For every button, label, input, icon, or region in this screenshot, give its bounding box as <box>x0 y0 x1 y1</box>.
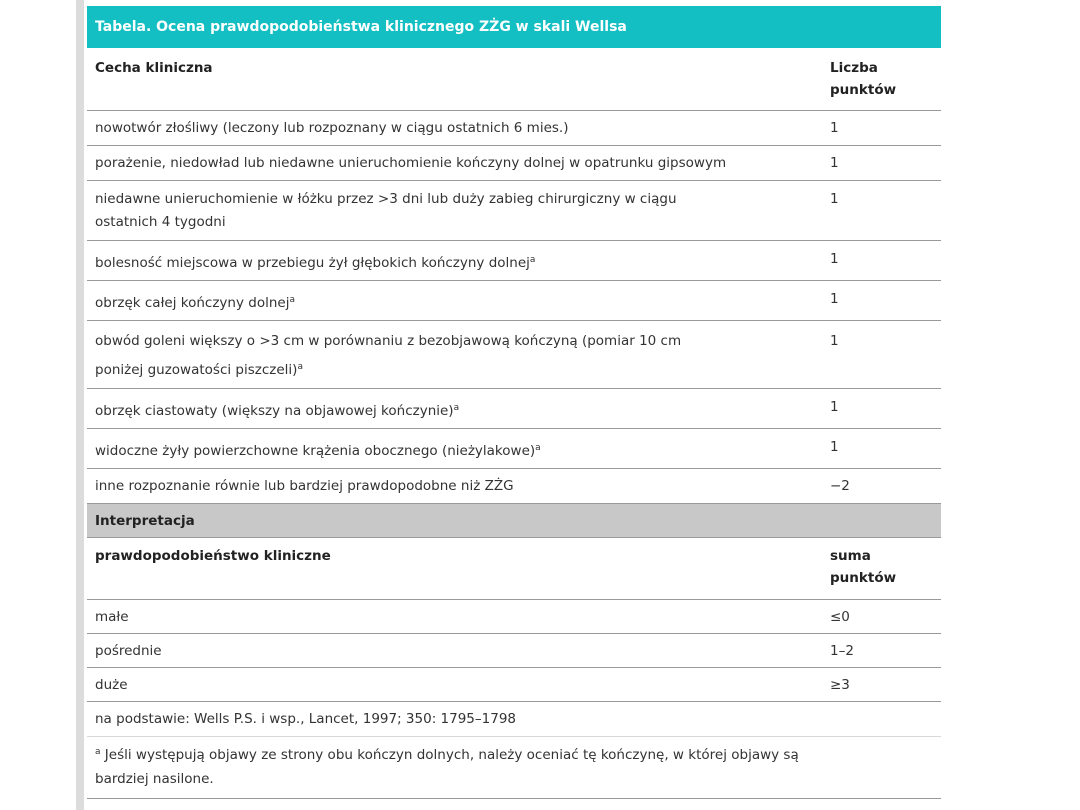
interpretation-label: małe <box>95 609 129 625</box>
row-text-line2-wrap <box>95 356 822 385</box>
interpretation-label: duże <box>95 677 128 693</box>
row-text-line2: poniżej guzowatości piszczeli) <box>95 362 298 378</box>
row-points: 1 <box>830 155 839 171</box>
row-points: 1 <box>830 333 839 349</box>
footnote-marker: a <box>529 255 536 265</box>
table-header-row <box>87 48 941 111</box>
row-text <box>87 429 822 468</box>
interpretation-col2-line2: punktów <box>830 570 897 586</box>
row-text-content: bolesność miejscowa w przebiegu żył głębokich kończyny dolnej <box>95 255 530 271</box>
table-row <box>87 281 941 321</box>
interpretation-col1: prawdopodobieństwo kliniczne <box>95 548 331 564</box>
footnote <box>87 737 941 799</box>
footnote-line2: bardziej nasilone. <box>95 771 214 787</box>
row-points: 1 <box>830 120 839 136</box>
footnote-marker: a <box>453 403 460 413</box>
wells-score-table <box>87 6 941 799</box>
row-text-line2: ostatnich 4 tygodni <box>95 214 226 230</box>
interpretation-row <box>87 634 941 668</box>
footnote-marker: a <box>289 295 295 305</box>
row-points: 1 <box>830 251 839 267</box>
interpretation-col2-line1: suma <box>830 548 871 564</box>
table-row <box>87 469 941 504</box>
row-text: inne rozpoznanie równie lub bardziej prawdopodobne niż ZŻG <box>95 478 514 494</box>
interpretation-value: ≥3 <box>830 677 850 693</box>
footnote-marker: a <box>95 747 101 757</box>
header-points-line1: Liczba <box>830 60 878 76</box>
source-note: na podstawie: Wells P.S. i wsp., Lancet, 1997; 350: 1795–1798 <box>87 702 941 737</box>
row-text <box>87 241 822 280</box>
interpretation-heading: Interpretacja <box>87 504 941 538</box>
footnote-marker: a <box>297 362 303 372</box>
interpretation-value: 1–2 <box>830 643 854 659</box>
row-text <box>87 389 822 428</box>
row-text-content: widoczne żyły powierzchowne krążenia obocznego (nieżylakowe) <box>95 443 536 459</box>
left-margin-bar <box>76 0 84 810</box>
row-text: nowotwór złośliwy (leczony lub rozpoznany w ciągu ostatnich 6 mies.) <box>95 120 569 136</box>
header-points-line2: punktów <box>830 82 897 98</box>
footnote-line1: Jeśli występują objawy ze strony obu kończyn dolnych, należy oceniać tę kończynę, w której objawy są <box>100 747 799 763</box>
table-title: Tabela. Ocena prawdopodobieństwa klinicznego ZŻG w skali Wellsa <box>87 6 941 48</box>
interpretation-row <box>87 668 941 702</box>
table-row <box>87 429 941 469</box>
row-points: 1 <box>830 399 839 415</box>
table-row <box>87 146 941 181</box>
interpretation-col2 <box>822 538 941 599</box>
row-text <box>87 321 822 388</box>
header-points <box>822 48 941 110</box>
interpretation-header-row <box>87 538 941 600</box>
row-points: −2 <box>830 478 850 494</box>
interpretation-value: ≤0 <box>830 609 850 625</box>
row-points: 1 <box>830 191 839 207</box>
table-row <box>87 241 941 281</box>
table-row <box>87 321 941 389</box>
row-points: 1 <box>830 439 839 455</box>
row-points: 1 <box>830 291 839 307</box>
interpretation-row <box>87 600 941 634</box>
row-text-content: obrzęk całej kończyny dolnej <box>95 295 290 311</box>
table-row <box>87 111 941 146</box>
row-text-line1: niedawne unieruchomienie w łóżku przez >3 dni lub duży zabieg chirurgiczny w ciągu <box>95 191 677 207</box>
footnote-marker: a <box>535 443 541 453</box>
row-text: porażenie, niedowład lub niedawne unieruchomienie kończyny dolnej w opatrunku gipsowym <box>95 155 727 171</box>
row-text-content: obrzęk ciastowaty (większy na objawowej kończynie) <box>95 403 454 419</box>
header-feature: Cecha kliniczna <box>95 60 213 76</box>
row-text <box>87 281 822 320</box>
footnote-line1-wrap <box>95 743 941 767</box>
row-text <box>87 181 822 240</box>
table-row <box>87 181 941 241</box>
interpretation-label: pośrednie <box>95 643 162 659</box>
table-row <box>87 389 941 429</box>
row-text-line1: obwód goleni większy o >3 cm w porównaniu z bezobjawową kończyną (pomiar 10 cm <box>95 333 682 349</box>
